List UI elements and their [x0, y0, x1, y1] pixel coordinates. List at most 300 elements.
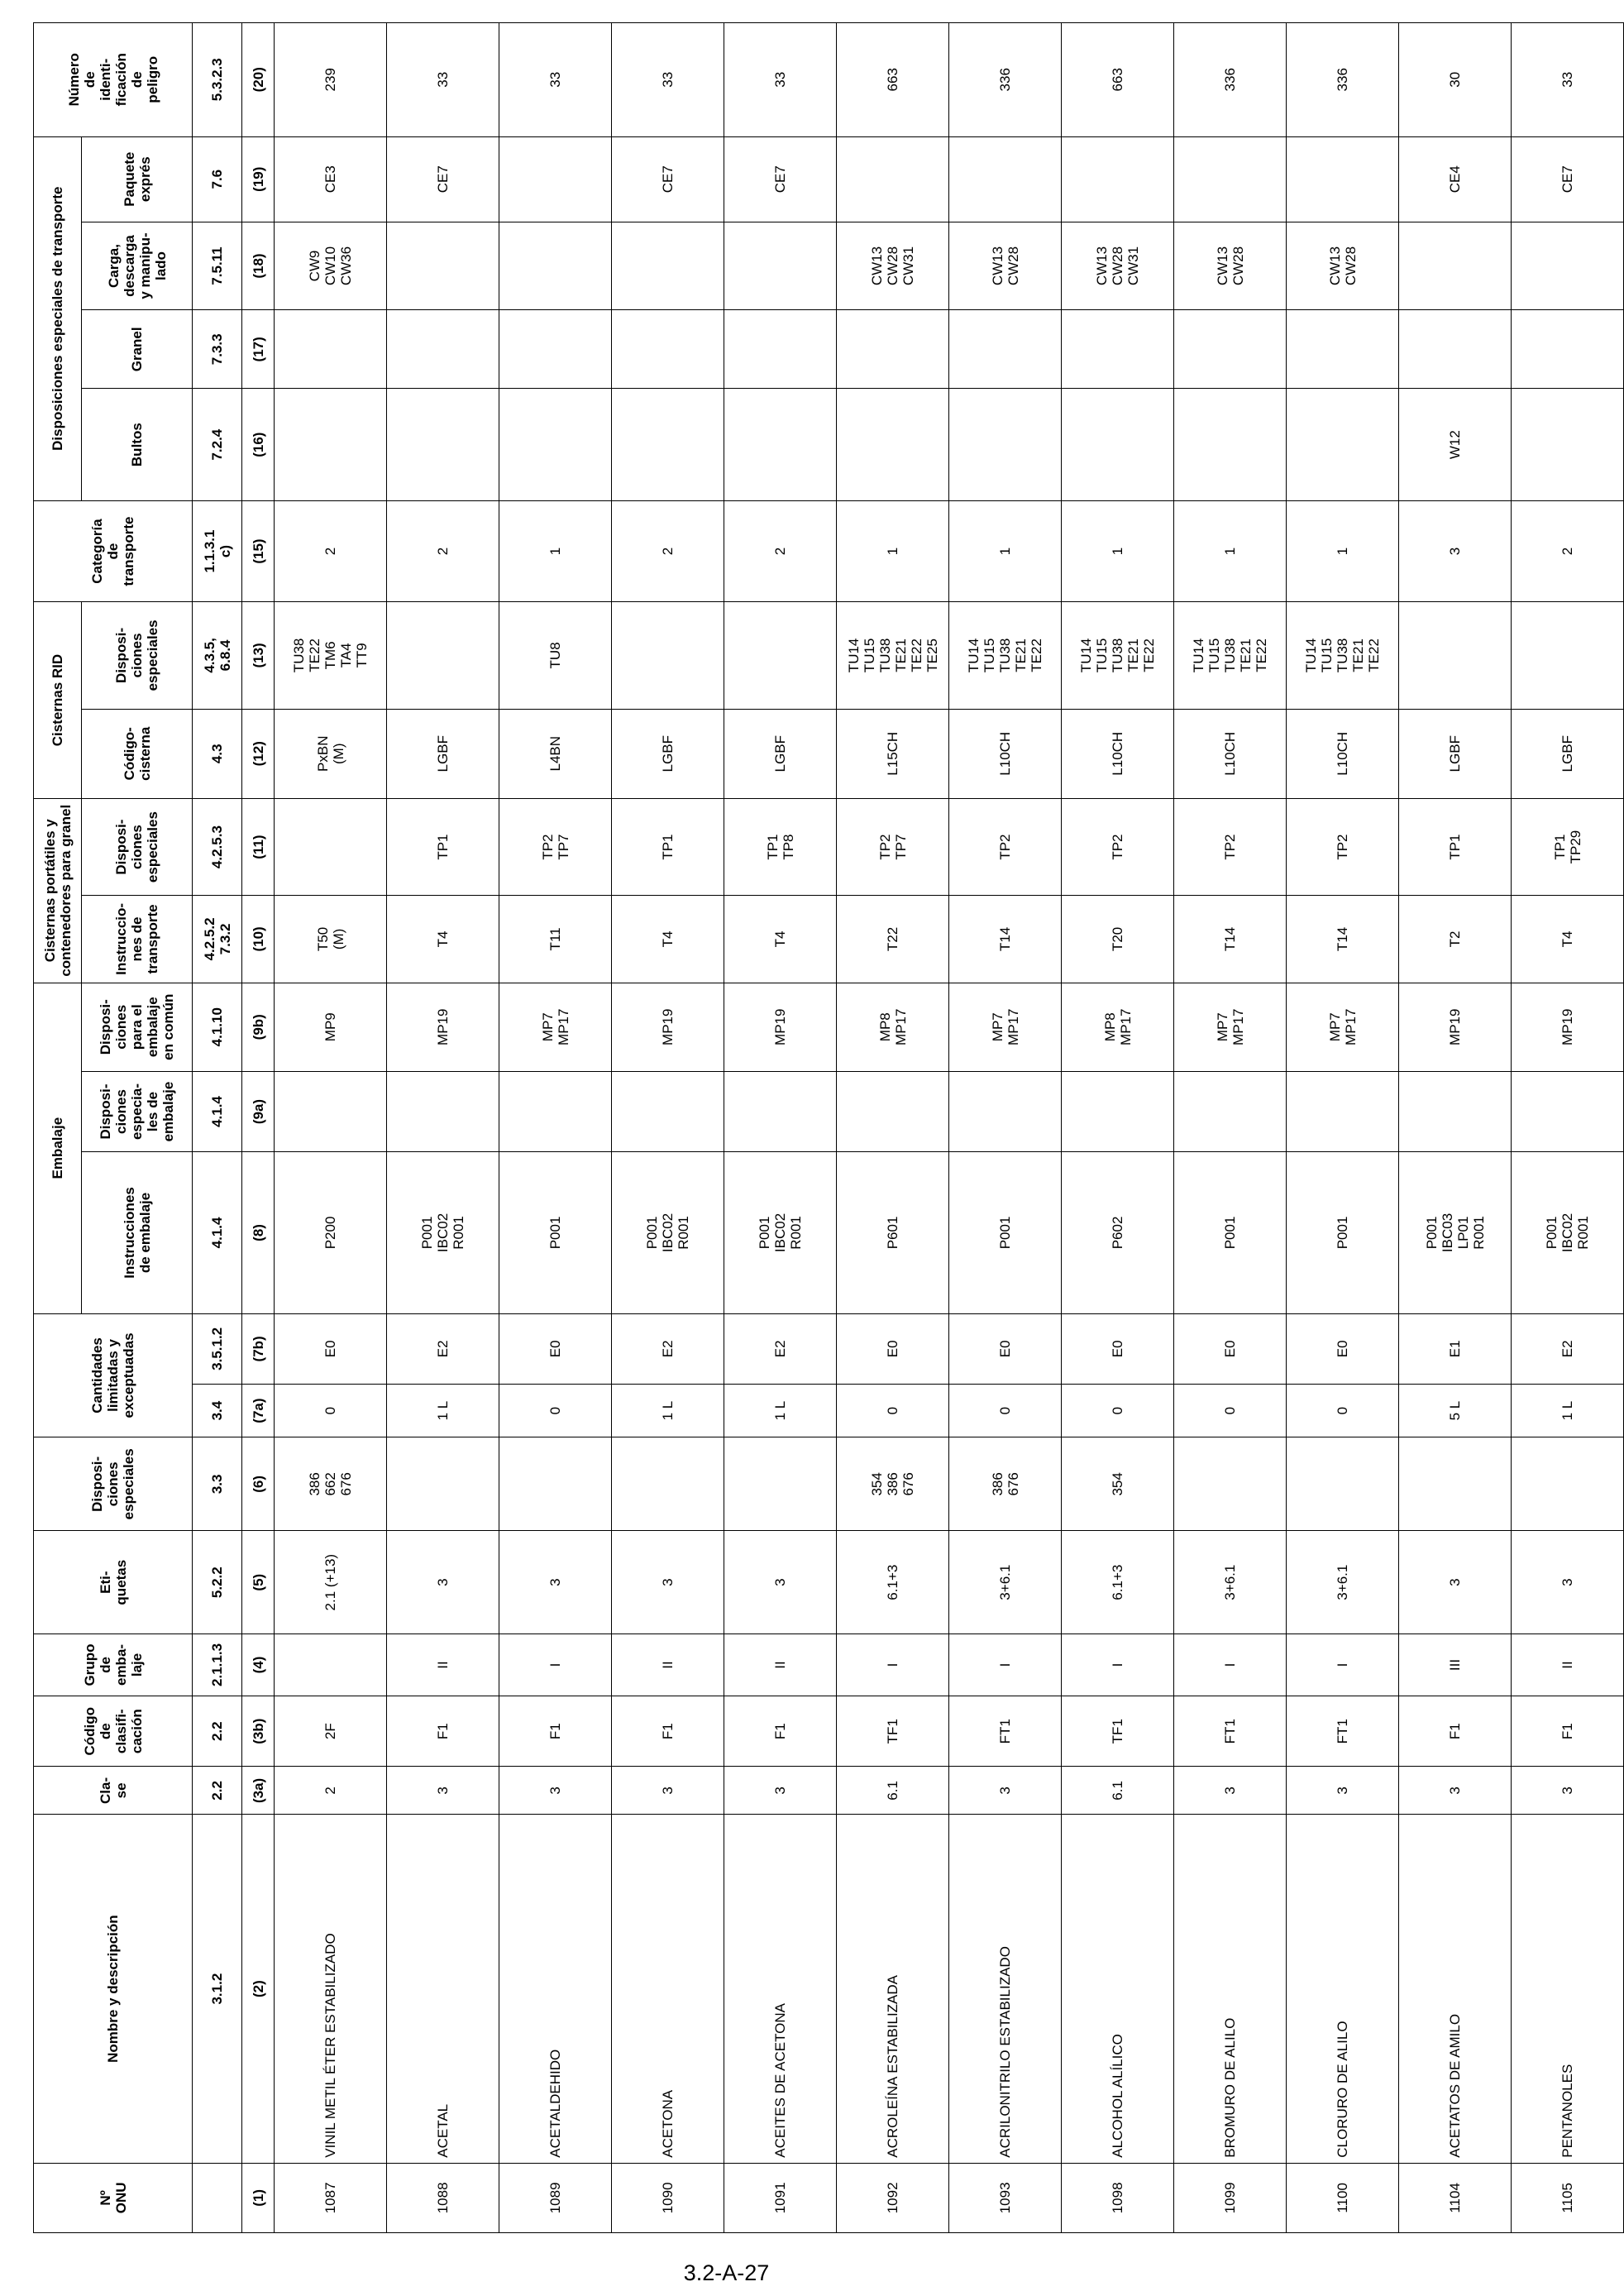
table-cell: 2.1 (+13): [275, 1531, 387, 1634]
table-cell: P001 IBC02 R001: [387, 1152, 499, 1314]
table-cell: E0: [1062, 1313, 1174, 1384]
table-cell: [837, 310, 949, 389]
table-cell: FT1: [1287, 1696, 1399, 1767]
table-cell: TU8: [499, 602, 612, 709]
table-cell: CE7: [1512, 136, 1624, 222]
table-cell: [724, 1071, 837, 1151]
column-number-cell: (11): [242, 798, 275, 895]
table-cell: [499, 222, 612, 309]
table-row: [499, 23, 612, 2233]
table-cell: CE4: [1399, 136, 1512, 222]
table-cell: P601: [837, 1152, 949, 1314]
table-cell: [275, 389, 387, 500]
table-cell: [387, 1071, 499, 1151]
table-cell: [1287, 310, 1399, 389]
table-cell: TP2: [1287, 798, 1399, 895]
table-cell: T4: [612, 896, 724, 983]
table-cell: E0: [837, 1313, 949, 1384]
table-cell: [1287, 1437, 1399, 1531]
table-cell: 2: [724, 500, 837, 601]
reference-cell: 5.2.2: [193, 1531, 242, 1634]
table-cell: 3: [499, 1767, 612, 1815]
header-disposiciones-especiales-rid: Disposi- ciones especiales: [82, 602, 193, 709]
table-cell: P001: [1174, 1152, 1287, 1314]
table-cell: L10CH: [1062, 709, 1174, 798]
table-cell: 3: [612, 1767, 724, 1815]
header-disposiciones-especiales-embalaje: Disposi- ciones especia- les de embalaje: [82, 1071, 193, 1151]
table-cell: [499, 310, 612, 389]
reference-cell: 4.1.4: [193, 1071, 242, 1151]
table-row: [949, 23, 1062, 2233]
header-disposiciones-especiales: Disposi- ciones especiales: [34, 1437, 193, 1531]
reference-cell: 4.1.10: [193, 983, 242, 1071]
table-cell: CW13 CW28: [949, 222, 1062, 309]
header-codigo-cisterna: Código- cisterna: [82, 709, 193, 798]
table-cell: 3: [1512, 1531, 1624, 1634]
table-cell: 663: [837, 23, 949, 137]
table-cell: [612, 1437, 724, 1531]
table-cell: CE7: [612, 136, 724, 222]
header-disposiciones-especiales-cp: Disposi- ciones especiales: [82, 798, 193, 895]
table-cell: P001 IBC02 R001: [612, 1152, 724, 1314]
table-cell: [1512, 1437, 1624, 1531]
table-cell: TP1: [1399, 798, 1512, 895]
substance-name-cell: VINIL METIL ÉTER ESTABILIZADO: [275, 1815, 387, 2163]
un-number-cell: 1104: [1399, 2163, 1512, 2232]
table-cell: 386 676: [949, 1437, 1062, 1531]
reference-cell: 2.1.1.3: [193, 1634, 242, 1696]
table-cell: 2: [612, 500, 724, 601]
table-cell: MP9: [275, 983, 387, 1071]
substance-name-cell: CLORURO DE ALILO: [1287, 1815, 1399, 2163]
table-cell: F1: [499, 1696, 612, 1767]
un-number-cell: 1089: [499, 2163, 612, 2232]
table-cell: TF1: [1062, 1696, 1174, 1767]
table-cell: L10CH: [949, 709, 1062, 798]
table-cell: I: [499, 1634, 612, 1696]
table-cell: 1: [837, 500, 949, 601]
table-cell: 336: [949, 23, 1062, 137]
table-row: [1287, 23, 1399, 2233]
header-etiquetas: Eti- quetas: [34, 1531, 193, 1634]
table-cell: [1062, 389, 1174, 500]
reference-cell: 7.2.4: [193, 389, 242, 500]
un-number-cell: 1098: [1062, 2163, 1174, 2232]
table-cell: [275, 1634, 387, 1696]
table-cell: 1: [1062, 500, 1174, 601]
table-cell: P001: [949, 1152, 1062, 1314]
table-cell: T50 (M): [275, 896, 387, 983]
header-categoria-transporte: Categoría de transporte: [34, 500, 193, 601]
table-cell: 33: [1512, 23, 1624, 137]
table-cell: 3: [1399, 500, 1512, 601]
table-cell: [499, 1437, 612, 1531]
table-cell: P001 IBC03 LP01 R001: [1399, 1152, 1512, 1314]
header-numero-peligro: Número de identi- ficación de peligro: [34, 23, 193, 137]
reference-cell: 3.5.1.2: [193, 1313, 242, 1384]
table-cell: E2: [724, 1313, 837, 1384]
table-cell: E2: [612, 1313, 724, 1384]
table-cell: 2: [275, 500, 387, 601]
table-cell: [1399, 1071, 1512, 1151]
table-cell: CW13 CW28 CW31: [1062, 222, 1174, 309]
table-cell: T14: [1287, 896, 1399, 983]
table-cell: E2: [387, 1313, 499, 1384]
table-cell: T14: [1174, 896, 1287, 983]
table-cell: MP7 MP17: [499, 983, 612, 1071]
column-numbers-row: [242, 23, 275, 2233]
table-cell: 6.1: [837, 1767, 949, 1815]
header-group-cisternas-rid: Cisternas RID: [34, 602, 82, 799]
header-disposiciones-embalaje-comun: Disposi- ciones para el embalaje en común: [82, 983, 193, 1071]
table-cell: 1: [949, 500, 1062, 601]
table-cell: [1287, 1071, 1399, 1151]
un-number-cell: 1091: [724, 2163, 837, 2232]
column-number-cell: (6): [242, 1437, 275, 1531]
un-number-cell: 1100: [1287, 2163, 1399, 2232]
table-cell: [387, 1437, 499, 1531]
table-cell: I: [837, 1634, 949, 1696]
table-cell: [1174, 1071, 1287, 1151]
table-cell: MP7 MP17: [1287, 983, 1399, 1071]
table-cell: [837, 136, 949, 222]
reference-cell: 3.1.2: [193, 1815, 242, 2163]
table-cell: TP1 TP8: [724, 798, 837, 895]
table-cell: 0: [1062, 1384, 1174, 1437]
table-cell: [837, 389, 949, 500]
table-cell: [1512, 222, 1624, 309]
table-cell: MP19: [1512, 983, 1624, 1071]
column-number-cell: (16): [242, 389, 275, 500]
table-cell: TU14 TU15 TU38 TE21 TE22: [1287, 602, 1399, 709]
table-cell: 5 L: [1399, 1384, 1512, 1437]
un-number-cell: 1088: [387, 2163, 499, 2232]
table-cell: 2F: [275, 1696, 387, 1767]
table-cell: [612, 222, 724, 309]
table-cell: E0: [1174, 1313, 1287, 1384]
table-cell: [275, 798, 387, 895]
substance-name-cell: ALCOHOL ALÍLICO: [1062, 1815, 1174, 2163]
table-cell: [1512, 602, 1624, 709]
table-cell: TP1: [612, 798, 724, 895]
header-group-cisternas-portatiles: Cisternas portátiles y contenedores para granel: [34, 798, 82, 983]
table-cell: I: [1174, 1634, 1287, 1696]
reference-cell: 4.3.5, 6.8.4: [193, 602, 242, 709]
table-cell: TP1 TP29: [1512, 798, 1624, 895]
substance-name-cell: PENTANOLES: [1512, 1815, 1624, 2163]
table-cell: L15CH: [837, 709, 949, 798]
table-body: [193, 23, 1624, 2233]
table-cell: P001: [499, 1152, 612, 1314]
table-cell: T22: [837, 896, 949, 983]
reference-cell: 4.1.4: [193, 1152, 242, 1314]
reference-cell: 2.2: [193, 1767, 242, 1815]
table-cell: [1399, 310, 1512, 389]
table-cell: II: [612, 1634, 724, 1696]
un-number-cell: 1093: [949, 2163, 1062, 2232]
table-cell: [612, 389, 724, 500]
table-cell: [387, 310, 499, 389]
table-row: [387, 23, 499, 2233]
table-cell: T20: [1062, 896, 1174, 983]
table-cell: LGBF: [1399, 709, 1512, 798]
table-cell: I: [1062, 1634, 1174, 1696]
reference-cell: 3.3: [193, 1437, 242, 1531]
rotated-table-container: [33, 22, 1591, 2233]
table-cell: PxBN (M): [275, 709, 387, 798]
substance-name-cell: BROMURO DE ALILO: [1174, 1815, 1287, 2163]
table-cell: 3: [1399, 1531, 1512, 1634]
substance-name-cell: ACETONA: [612, 1815, 724, 2163]
table-cell: CE7: [387, 136, 499, 222]
table-cell: CW9 CW10 CW36: [275, 222, 387, 309]
column-number-cell: (18): [242, 222, 275, 309]
table-cell: 3: [724, 1767, 837, 1815]
table-cell: [275, 1071, 387, 1151]
table-cell: [1062, 136, 1174, 222]
table-cell: MP7 MP17: [949, 983, 1062, 1071]
table-cell: L4BN: [499, 709, 612, 798]
table-cell: F1: [387, 1696, 499, 1767]
table-cell: [949, 389, 1062, 500]
table-cell: MP19: [724, 983, 837, 1071]
table-cell: CE7: [724, 136, 837, 222]
table-cell: L10CH: [1287, 709, 1399, 798]
table-cell: P001 IBC02 R001: [1512, 1152, 1624, 1314]
table-cell: [1512, 1071, 1624, 1151]
table-cell: 354: [1062, 1437, 1174, 1531]
column-number-cell: (19): [242, 136, 275, 222]
table-cell: 1 L: [1512, 1384, 1624, 1437]
table-cell: TP2: [949, 798, 1062, 895]
table-cell: E1: [1399, 1313, 1512, 1384]
substance-name-cell: ACETAL: [387, 1815, 499, 2163]
table-cell: FT1: [1174, 1696, 1287, 1767]
table-cell: 3: [612, 1531, 724, 1634]
column-number-cell: (1): [242, 2163, 275, 2232]
table-cell: [1174, 1437, 1287, 1531]
table-cell: E0: [499, 1313, 612, 1384]
table-cell: 0: [275, 1384, 387, 1437]
table-cell: E0: [1287, 1313, 1399, 1384]
table-cell: 3+6.1: [1174, 1531, 1287, 1634]
dangerous-goods-table: [33, 22, 1624, 2233]
table-cell: 663: [1062, 23, 1174, 137]
table-cell: II: [387, 1634, 499, 1696]
table-cell: [499, 1071, 612, 1151]
table-row: [275, 23, 387, 2233]
reference-cell: 4.2.5.2 7.3.2: [193, 896, 242, 983]
column-number-cell: (9a): [242, 1071, 275, 1151]
table-cell: 30: [1399, 23, 1512, 137]
table-cell: [1287, 389, 1399, 500]
table-cell: 3: [499, 1531, 612, 1634]
un-number-cell: 1092: [837, 2163, 949, 2232]
table-cell: LGBF: [387, 709, 499, 798]
table-cell: 3: [1287, 1767, 1399, 1815]
table-cell: [1287, 136, 1399, 222]
table-cell: 3: [1174, 1767, 1287, 1815]
table-cell: 239: [275, 23, 387, 137]
table-cell: P001 IBC02 R001: [724, 1152, 837, 1314]
reference-cell: 7.5.11: [193, 222, 242, 309]
reference-cell: 3.4: [193, 1384, 242, 1437]
reference-cell: 2.2: [193, 1696, 242, 1767]
table-cell: [724, 310, 837, 389]
column-number-cell: (13): [242, 602, 275, 709]
reference-cell: 4.3: [193, 709, 242, 798]
table-cell: 3: [949, 1767, 1062, 1815]
table-cell: 3+6.1: [949, 1531, 1062, 1634]
table-cell: [387, 389, 499, 500]
table-cell: II: [1512, 1634, 1624, 1696]
table-cell: 2: [275, 1767, 387, 1815]
table-cell: [1512, 310, 1624, 389]
table-cell: 6.1+3: [1062, 1531, 1174, 1634]
table-cell: 0: [837, 1384, 949, 1437]
un-number-cell: 1087: [275, 2163, 387, 2232]
table-cell: [387, 602, 499, 709]
column-number-cell: (3b): [242, 1696, 275, 1767]
table-cell: L10CH: [1174, 709, 1287, 798]
table-cell: F1: [724, 1696, 837, 1767]
table-cell: TF1: [837, 1696, 949, 1767]
header-carga-descarga: Carga, descarga y manipu- lado: [82, 222, 193, 309]
table-cell: I: [1287, 1634, 1399, 1696]
table-row: [612, 23, 724, 2233]
table-cell: [949, 1071, 1062, 1151]
column-number-cell: (7a): [242, 1384, 275, 1437]
substance-name-cell: ACRILONITRILO ESTABILIZADO: [949, 1815, 1062, 2163]
table-cell: [1174, 389, 1287, 500]
substance-name-cell: ACEITES DE ACETONA: [724, 1815, 837, 2163]
table-cell: MP7 MP17: [1174, 983, 1287, 1071]
table-cell: 3: [1399, 1767, 1512, 1815]
table-cell: LGBF: [1512, 709, 1624, 798]
table-cell: 336: [1174, 23, 1287, 137]
table-cell: 3: [724, 1531, 837, 1634]
table-cell: 1 L: [724, 1384, 837, 1437]
table-cell: [949, 310, 1062, 389]
header-paquete-expres: Paquete exprés: [82, 136, 193, 222]
table-cell: [837, 1071, 949, 1151]
column-number-cell: (15): [242, 500, 275, 601]
table-cell: 33: [612, 23, 724, 137]
table-cell: T11: [499, 896, 612, 983]
header-group-disposiciones-transporte: Disposiciones especiales de transporte: [34, 136, 82, 500]
reference-cell: 7.3.3: [193, 310, 242, 389]
column-number-cell: (7b): [242, 1313, 275, 1384]
substance-name-cell: ACETALDEHIDO: [499, 1815, 612, 2163]
table-cell: TU38 TE22 TM6 TA4 TT9: [275, 602, 387, 709]
table-cell: TP2: [1062, 798, 1174, 895]
table-cell: E0: [275, 1313, 387, 1384]
column-number-cell: (3a): [242, 1767, 275, 1815]
table-cell: W12: [1399, 389, 1512, 500]
table-cell: MP8 MP17: [1062, 983, 1174, 1071]
table-cell: II: [724, 1634, 837, 1696]
column-number-cell: (4): [242, 1634, 275, 1696]
table-cell: P200: [275, 1152, 387, 1314]
table-cell: 0: [949, 1384, 1062, 1437]
table-row: [724, 23, 837, 2233]
table-cell: F1: [612, 1696, 724, 1767]
table-cell: 1: [499, 500, 612, 601]
table-cell: [499, 136, 612, 222]
table-cell: MP19: [1399, 983, 1512, 1071]
substance-name-cell: ACROLEÍNA ESTABILIZADA: [837, 1815, 949, 2163]
table-cell: 3: [387, 1531, 499, 1634]
table-cell: CW13 CW28 CW31: [837, 222, 949, 309]
table-cell: MP19: [387, 983, 499, 1071]
header-cantidades: Cantidades limitadas y exceptuadas: [34, 1313, 193, 1437]
table-cell: LGBF: [724, 709, 837, 798]
page-number: 3.2-A-27: [683, 2260, 770, 2285]
table-cell: 3+6.1: [1287, 1531, 1399, 1634]
column-number-cell: (8): [242, 1152, 275, 1314]
table-cell: 1: [1287, 500, 1399, 601]
table-cell: 0: [499, 1384, 612, 1437]
column-number-cell: (5): [242, 1531, 275, 1634]
table-cell: [1062, 1071, 1174, 1151]
header-bultos: Bultos: [82, 389, 193, 500]
table-cell: [1062, 310, 1174, 389]
column-number-cell: (10): [242, 896, 275, 983]
table-cell: E0: [949, 1313, 1062, 1384]
table-cell: [724, 389, 837, 500]
header-granel: Granel: [82, 310, 193, 389]
column-number-cell: (9b): [242, 983, 275, 1071]
table-cell: [1399, 1437, 1512, 1531]
table-cell: [949, 136, 1062, 222]
header-instrucciones-embalaje: Instrucciones de embalaje: [82, 1152, 193, 1314]
table-cell: MP19: [612, 983, 724, 1071]
table-cell: III: [1399, 1634, 1512, 1696]
table-cell: I: [949, 1634, 1062, 1696]
table-cell: [612, 310, 724, 389]
table-cell: [612, 1071, 724, 1151]
table-cell: 1 L: [387, 1384, 499, 1437]
column-number-cell: (2): [242, 1815, 275, 2163]
table-row: [837, 23, 949, 2233]
table-cell: E2: [1512, 1313, 1624, 1384]
table-cell: F1: [1512, 1696, 1624, 1767]
reference-cell: 4.2.5.3: [193, 798, 242, 895]
table-cell: F1: [1399, 1696, 1512, 1767]
table-cell: TU14 TU15 TU38 TE21 TE22: [1174, 602, 1287, 709]
table-cell: 33: [724, 23, 837, 137]
reference-cell: 7.6: [193, 136, 242, 222]
table-cell: 0: [1287, 1384, 1399, 1437]
header-nombre: Nombre y descripción: [34, 1815, 193, 2163]
reference-cell: 1.1.3.1 c): [193, 500, 242, 601]
table-cell: TU14 TU15 TU38 TE21 TE22 TE25: [837, 602, 949, 709]
table-cell: TU14 TU15 TU38 TE21 TE22: [1062, 602, 1174, 709]
reference-cell: 5.3.2.3: [193, 23, 242, 137]
table-cell: MP8 MP17: [837, 983, 949, 1071]
table-cell: CW13 CW28: [1287, 222, 1399, 309]
header-grupo-embalaje: Grupo de emba- laje: [34, 1634, 193, 1696]
table-cell: [724, 602, 837, 709]
table-cell: P602: [1062, 1152, 1174, 1314]
table-cell: 386 662 676: [275, 1437, 387, 1531]
table-cell: [499, 389, 612, 500]
table-cell: TP2: [1174, 798, 1287, 895]
table-row: [1174, 23, 1287, 2233]
table-cell: T4: [724, 896, 837, 983]
table-cell: 3: [1512, 1767, 1624, 1815]
table-cell: 354 386 676: [837, 1437, 949, 1531]
